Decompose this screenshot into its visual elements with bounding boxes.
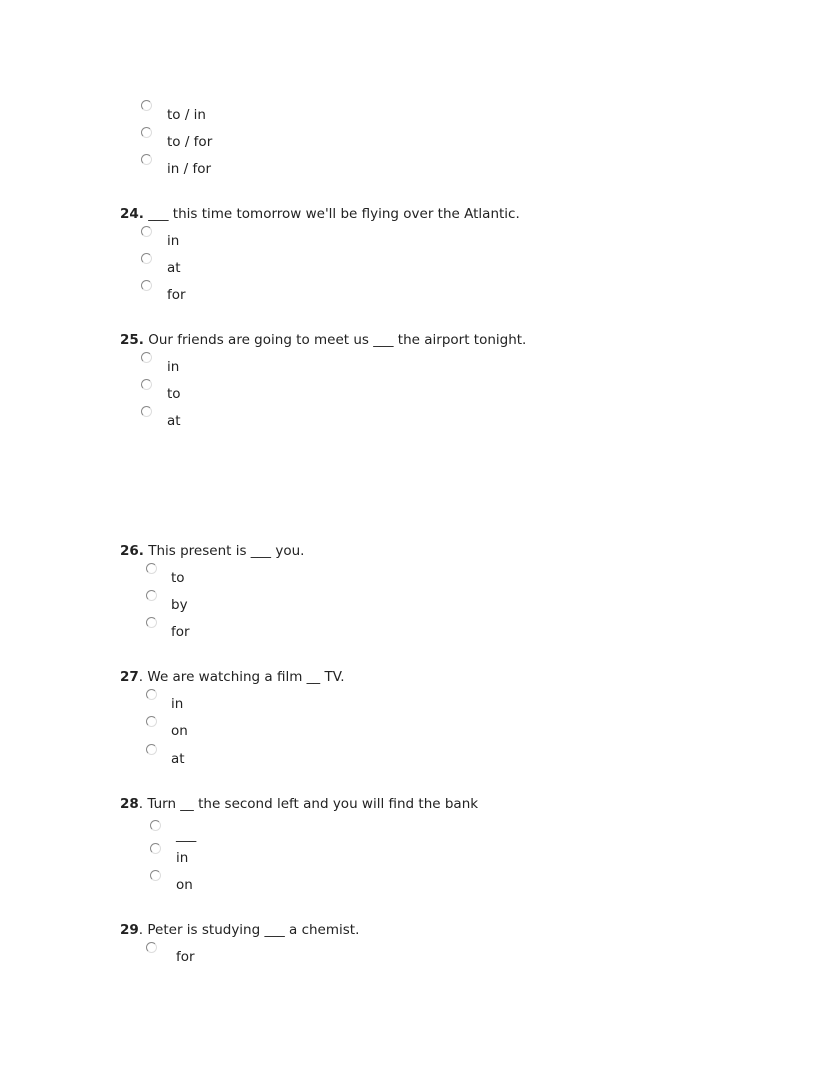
question-number-separator: . (138, 332, 144, 348)
answer-radio[interactable] (146, 744, 157, 755)
answer-option-label[interactable]: on (176, 877, 193, 893)
question-28 (120, 796, 478, 812)
question-text: This present is ___ you. (143, 543, 305, 559)
answer-option-label[interactable]: ___ (176, 827, 197, 843)
answer-radio[interactable] (141, 127, 152, 138)
answer-option-label[interactable]: in / for (167, 161, 212, 177)
answer-radio[interactable] (146, 563, 157, 574)
answer-option-label[interactable]: in (176, 850, 189, 866)
question-24 (120, 206, 520, 222)
question-number-separator: . (138, 922, 144, 938)
answer-radio[interactable] (141, 406, 152, 417)
answer-radio[interactable] (146, 617, 157, 628)
answer-option-label[interactable]: in (171, 696, 184, 712)
answer-option-label[interactable]: at (167, 413, 181, 429)
answer-radio[interactable] (146, 716, 157, 727)
answer-radio[interactable] (141, 280, 152, 291)
question-text: Turn __ the second left and you will find the bank (143, 796, 479, 812)
answer-radio[interactable] (150, 820, 161, 831)
question-26 (120, 543, 304, 559)
answer-option-label[interactable]: to (171, 570, 185, 586)
answer-option-label[interactable]: at (171, 751, 185, 767)
answer-radio[interactable] (141, 226, 152, 237)
answer-option-label[interactable]: at (167, 260, 181, 276)
answer-radio[interactable] (150, 870, 161, 881)
answer-option-label[interactable]: for (176, 949, 195, 965)
answer-option-label[interactable]: to (167, 386, 181, 402)
question-25 (120, 332, 526, 348)
answer-option-label[interactable]: to / in (167, 107, 206, 123)
answer-option-label[interactable]: in (167, 233, 180, 249)
answer-radio[interactable] (141, 100, 152, 111)
answer-radio[interactable] (150, 843, 161, 854)
answer-option-label[interactable]: on (171, 723, 188, 739)
answer-radio[interactable] (141, 379, 152, 390)
question-number: 24 (120, 206, 139, 222)
question-text: We are watching a film __ TV. (143, 669, 345, 685)
answer-radio[interactable] (146, 942, 157, 953)
answer-option-label[interactable]: by (171, 597, 188, 613)
answer-radio[interactable] (141, 253, 152, 264)
question-number: 27 (120, 669, 139, 685)
question-number: 25 (120, 332, 139, 348)
question-number: 29 (120, 922, 139, 938)
answer-option-label[interactable]: for (167, 287, 186, 303)
question-number-separator: . (138, 796, 144, 812)
answer-option-label[interactable]: in (167, 359, 180, 375)
question-number-separator: . (138, 543, 144, 559)
answer-radio[interactable] (146, 590, 157, 601)
answer-radio[interactable] (141, 352, 152, 363)
question-text: Our friends are going to meet us ___ the airport tonight. (143, 332, 527, 348)
answer-radio[interactable] (141, 154, 152, 165)
question-29 (120, 922, 359, 938)
answer-option-label[interactable]: to / for (167, 134, 213, 150)
question-text: ___ this time tomorrow we'll be flying over the Atlantic. (143, 206, 520, 222)
question-number-separator: . (138, 669, 144, 685)
answer-option-label[interactable]: for (171, 624, 190, 640)
question-number: 26 (120, 543, 139, 559)
answer-radio[interactable] (146, 689, 157, 700)
question-number-separator: . (138, 206, 144, 222)
question-27 (120, 669, 345, 685)
question-number: 28 (120, 796, 139, 812)
question-text: Peter is studying ___ a chemist. (143, 922, 360, 938)
